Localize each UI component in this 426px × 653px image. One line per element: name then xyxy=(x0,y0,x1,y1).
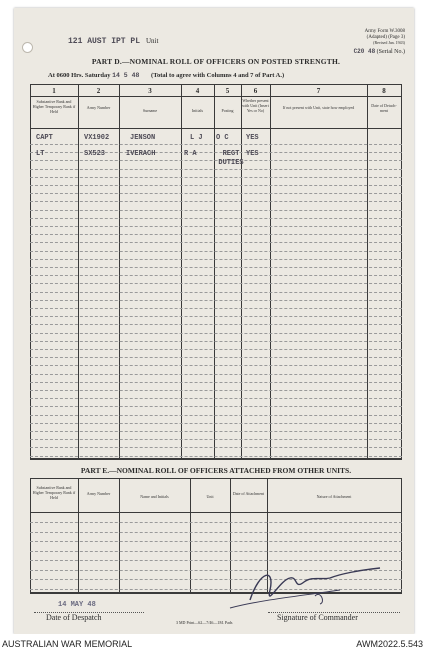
col-header-initials: Initials xyxy=(191,108,204,113)
row1-posting: O C xyxy=(216,134,229,142)
form-id-line1: Army Form W.3008 xyxy=(364,29,405,34)
row1-number: VX1902 xyxy=(84,134,110,142)
ruled-line xyxy=(30,439,402,440)
ruled-line xyxy=(30,551,402,552)
ruled-line xyxy=(30,201,402,202)
ruled-line xyxy=(30,349,402,350)
ruled-line xyxy=(30,210,402,211)
col-header-posting: Posting xyxy=(221,108,234,113)
row2-number: SX523 xyxy=(84,150,106,158)
col-num-7: 7 xyxy=(316,87,321,95)
col-d-divider-5 xyxy=(241,84,242,460)
ruled-line xyxy=(30,333,402,334)
col-num-4: 4 xyxy=(195,87,200,95)
serial-number xyxy=(330,48,405,55)
table-d-number-line xyxy=(30,96,402,97)
ruled-line xyxy=(30,292,402,293)
col-num-6: 6 xyxy=(253,87,258,95)
col-header-rank: Substantive Rank and Higher Temporary Rank if Held xyxy=(32,99,76,114)
row2-posting: REGT DUTIES xyxy=(218,150,244,168)
unit-label: Unit xyxy=(146,37,159,45)
col-num-1: 1 xyxy=(52,87,56,95)
ruled-line xyxy=(30,226,402,227)
part-d-date-line xyxy=(48,72,284,79)
ruled-line xyxy=(30,541,402,542)
e-header-nature: Nature of Attachment xyxy=(316,494,352,499)
table-d-header-line xyxy=(30,128,402,129)
table-d-top-line xyxy=(30,84,402,85)
col-num-3: 3 xyxy=(148,87,152,95)
ruled-line xyxy=(30,242,402,243)
ruled-line xyxy=(30,406,402,407)
ruled-line xyxy=(30,300,402,301)
row2-rank: LT xyxy=(36,150,45,158)
ruled-line xyxy=(30,423,402,424)
e-header-date: Date of Attachment xyxy=(232,491,265,496)
ruled-line xyxy=(30,341,402,342)
ruled-line xyxy=(30,456,402,457)
unit-name: 121 AUST IPT PL xyxy=(68,37,141,46)
ruled-line xyxy=(30,267,402,268)
part-d-title: PART D.—NOMINAL ROLL OF OFFICERS ON POSTED STRENGTH. xyxy=(91,57,341,66)
ruled-line xyxy=(30,177,402,178)
ruled-line xyxy=(30,374,402,375)
ruled-line xyxy=(30,185,402,186)
ruled-line xyxy=(30,431,402,432)
ruled-line xyxy=(30,169,402,170)
table-e-header-line xyxy=(30,512,402,513)
ruled-line xyxy=(30,365,402,366)
row2-surname: IVERACH xyxy=(126,150,156,158)
col-d-divider-1 xyxy=(78,84,79,460)
serial-value: C20 48 xyxy=(353,48,376,55)
col-d-edge-left xyxy=(30,84,31,460)
row1-present: YES xyxy=(246,134,259,142)
row1-surname: JENSON xyxy=(130,134,156,142)
ruled-line xyxy=(30,522,402,523)
col-d-divider-7 xyxy=(367,84,368,460)
ruled-line xyxy=(30,382,402,383)
ruled-line xyxy=(30,283,402,284)
col-header-surname: Surname xyxy=(142,108,158,113)
form-id-line2: (Adapted) (Page 3) xyxy=(366,34,405,40)
punch-hole xyxy=(22,42,33,53)
row2-present: YES xyxy=(246,150,259,158)
ruled-line xyxy=(30,251,402,252)
ruled-line xyxy=(30,144,402,145)
col-d-edge-right xyxy=(401,84,402,460)
signature-label: Signature of Commander xyxy=(277,613,358,622)
form-id-line3: (Revised Jan. 1943) xyxy=(373,39,405,45)
commander-signature xyxy=(220,560,390,616)
col-header-present: Whether present with Unit (Insert Yes or No) xyxy=(242,98,269,113)
ruled-line xyxy=(30,193,402,194)
archive-caption xyxy=(0,634,426,653)
col-header-army-number: Army Number xyxy=(86,105,111,110)
part-e-title: PART E.—NOMINAL ROLL OF OFFICERS ATTACHED FROM OTHER UNITS. xyxy=(80,466,352,475)
despatch-label: Date of Despatch xyxy=(46,613,102,622)
e-header-rank: Substantive Rank and Higher Temporary Rank if Held xyxy=(32,485,76,500)
col-d-divider-2 xyxy=(119,84,120,460)
archive-name: AUSTRALIAN WAR MEMORIAL xyxy=(2,639,133,649)
row2-initials: R A xyxy=(184,150,197,158)
col-e-edge-right xyxy=(401,478,402,594)
serial-label: (Serial No.) xyxy=(376,49,405,55)
ruled-line xyxy=(30,234,402,235)
date-suffix: (Total to agree with Columns 4 and 7 of Part A.) xyxy=(151,72,285,79)
ruled-line xyxy=(30,415,402,416)
row1-rank: CAPT xyxy=(36,134,53,142)
col-num-2: 2 xyxy=(96,87,101,95)
ruled-line xyxy=(30,308,402,309)
ruled-line xyxy=(30,218,402,219)
date-value: 14 5 48 xyxy=(112,72,140,79)
col-d-divider-4 xyxy=(214,84,215,460)
col-num-8: 8 xyxy=(382,87,386,95)
e-header-name: Name and Initials xyxy=(140,494,169,499)
col-header-detach: Date of Detach-ment xyxy=(371,103,397,113)
printer-imprint: 3 MD Print—62—7/46—1M. Pads xyxy=(176,620,233,625)
ruled-line xyxy=(30,275,402,276)
col-d-divider-3 xyxy=(181,84,182,460)
ruled-line xyxy=(30,316,402,317)
archive-reference: AWM2022.5.543 xyxy=(356,639,423,649)
ruled-line xyxy=(30,324,402,325)
ruled-line xyxy=(30,357,402,358)
ruled-line xyxy=(30,398,402,399)
date-prefix: At 0600 Hrs. Saturday xyxy=(48,72,111,79)
col-d-divider-6 xyxy=(270,84,271,460)
row1-initials: L J xyxy=(190,134,203,142)
form-id xyxy=(345,29,405,45)
e-header-army-number: Army Number xyxy=(86,491,111,496)
table-d-bottom-line xyxy=(30,458,402,460)
table-e-top-line xyxy=(30,478,402,479)
ruled-line xyxy=(30,390,402,391)
ruled-line xyxy=(30,259,402,260)
col-num-5: 5 xyxy=(225,87,230,95)
ruled-line xyxy=(30,532,402,533)
ruled-line xyxy=(30,447,402,448)
despatch-date: 14 MAY 48 xyxy=(58,601,96,609)
col-header-employed: If not present with Unit, state how employed xyxy=(282,105,355,110)
e-header-unit: Unit xyxy=(206,494,214,499)
